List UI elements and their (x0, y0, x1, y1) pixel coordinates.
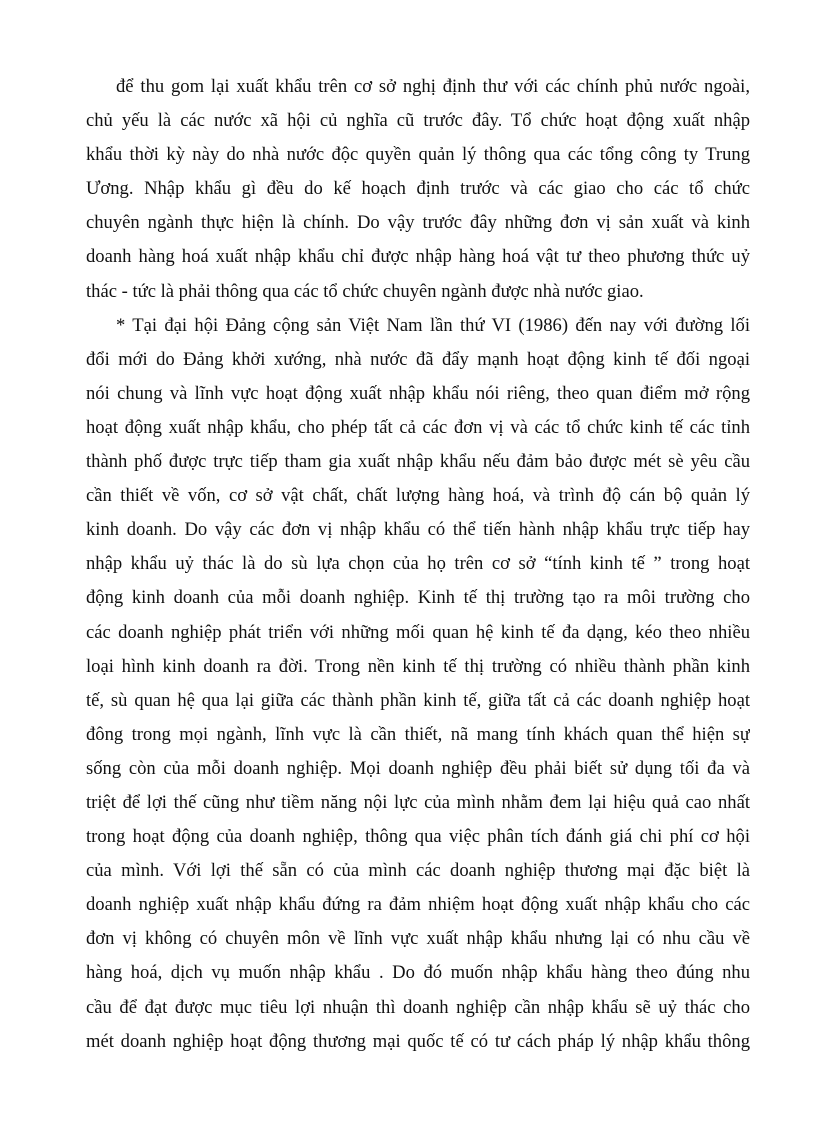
text-line: Ương. Nhập khẩu gì đều do kế hoạch định trước và các giao cho các tổ chức (86, 178, 750, 200)
text-line: nhập khẩu uỷ thác là do sù lựa chọn của họ trên cơ sở “tính kinh tế ” trong hoạt (86, 553, 750, 575)
text-line: mét doanh nghiệp hoạt động thương mại quốc tế có tư cách pháp lý nhập khẩu thông (86, 1030, 750, 1052)
text-line: đổi mới do Đảng khởi xướng, nhà nước đã đẩy mạnh hoạt động kinh tế đối ngoại (86, 348, 750, 370)
text-line: thành phố được trực tiếp tham gia xuất nhập khẩu nếu đảm bảo được mét sè yêu cầu (86, 451, 750, 473)
text-line: loại hình kinh doanh ra đời. Trong nền kinh tế thị trường có nhiều thành phần kinh (86, 655, 750, 677)
text-line: để thu gom lại xuất khẩu trên cơ sở nghị định thư với các chính phủ nước ngoài, (116, 76, 750, 97)
text-line: doanh hàng hoá xuất nhập khẩu chỉ được nhập hàng hoá vật tư theo phương thức uỷ (86, 246, 750, 268)
text-line: trong hoạt động của doanh nghiệp, thông qua việc phân tích đánh giá chi phí cơ hội (86, 826, 750, 848)
text-line: thác - tức là phải thông qua các tổ chức chuyên ngành được nhà nước giao. (86, 280, 644, 302)
text-line: đơn vị không có chuyên môn về lĩnh vực xuất nhập khẩu nhưng lại có nhu cầu về (86, 928, 750, 950)
text-line: chuyên ngành thực hiện là chính. Do vậy trước đây những đơn vị sản xuất và kinh (86, 212, 750, 234)
paragraph-2 (86, 309, 750, 1059)
text-line: cần thiết về vốn, cơ sở vật chất, chất lượng hàng hoá, và trình độ cán bộ quản lý (86, 485, 750, 507)
paragraph-1 (86, 70, 750, 309)
text-line: sống còn của mỗi doanh nghiệp. Mọi doanh nghiệp đều phải biết sử dụng tối đa và (86, 757, 750, 779)
text-line: khẩu thời kỳ này do nhà nước độc quyền quản lý thông qua các tổng công ty Trung (86, 144, 750, 166)
text-line: triệt để lợi thế cũng như tiềm năng nội lực của mình nhằm đem lại hiệu quả cao nhất (86, 791, 750, 813)
text-line: nói chung và lĩnh vực hoạt động xuất nhập khẩu nói riêng, theo quan điểm mở rộng (86, 382, 750, 404)
text-line: hàng hoá, dịch vụ muốn nhập khẩu . Do đó muốn nhập khẩu hàng theo đúng nhu (86, 962, 750, 984)
text-line: của mình. Với lợi thế sẵn có của mình các doanh nghiệp thương mại đặc biệt là (86, 860, 750, 882)
text-line: kinh doanh. Do vậy các đơn vị nhập khẩu có thể tiến hành nhập khẩu trực tiếp hay (86, 519, 750, 541)
text-line: * Tại đại hội Đảng cộng sản Việt Nam lần thứ VI (1986) đến nay với đường lối (116, 314, 750, 336)
text-line: đông trong mọi ngành, lĩnh vực là cần thiết, nã mang tính khách quan thể hiện sự (86, 723, 750, 745)
text-line: doanh nghiệp xuất nhập khẩu đứng ra đảm nhiệm hoạt động xuất nhập khẩu cho các (86, 894, 750, 916)
text-line: động kinh doanh của mỗi doanh nghiệp. Kinh tế thị trường tạo ra môi trường cho (86, 587, 750, 609)
text-line: chủ yếu là các nước xã hội củ nghĩa cũ trước đây. Tổ chức hoạt động xuất nhập (86, 110, 750, 132)
text-line: cầu để đạt được mục tiêu lợi nhuận thì doanh nghiệp cần nhập khẩu sẽ uỷ thác cho (86, 996, 750, 1018)
text-line: các doanh nghiệp phát triển với những mối quan hệ kinh tế đa dạng, kéo theo nhiều (86, 621, 750, 643)
text-line: hoạt động xuất nhập khẩu, cho phép tất cả các đơn vị và các tổ chức kinh tế các tỉnh (86, 416, 750, 438)
text-line: tế, sù quan hệ qua lại giữa các thành phần kinh tế, giữa tất cả các doanh nghiệp hoạt (86, 689, 750, 711)
